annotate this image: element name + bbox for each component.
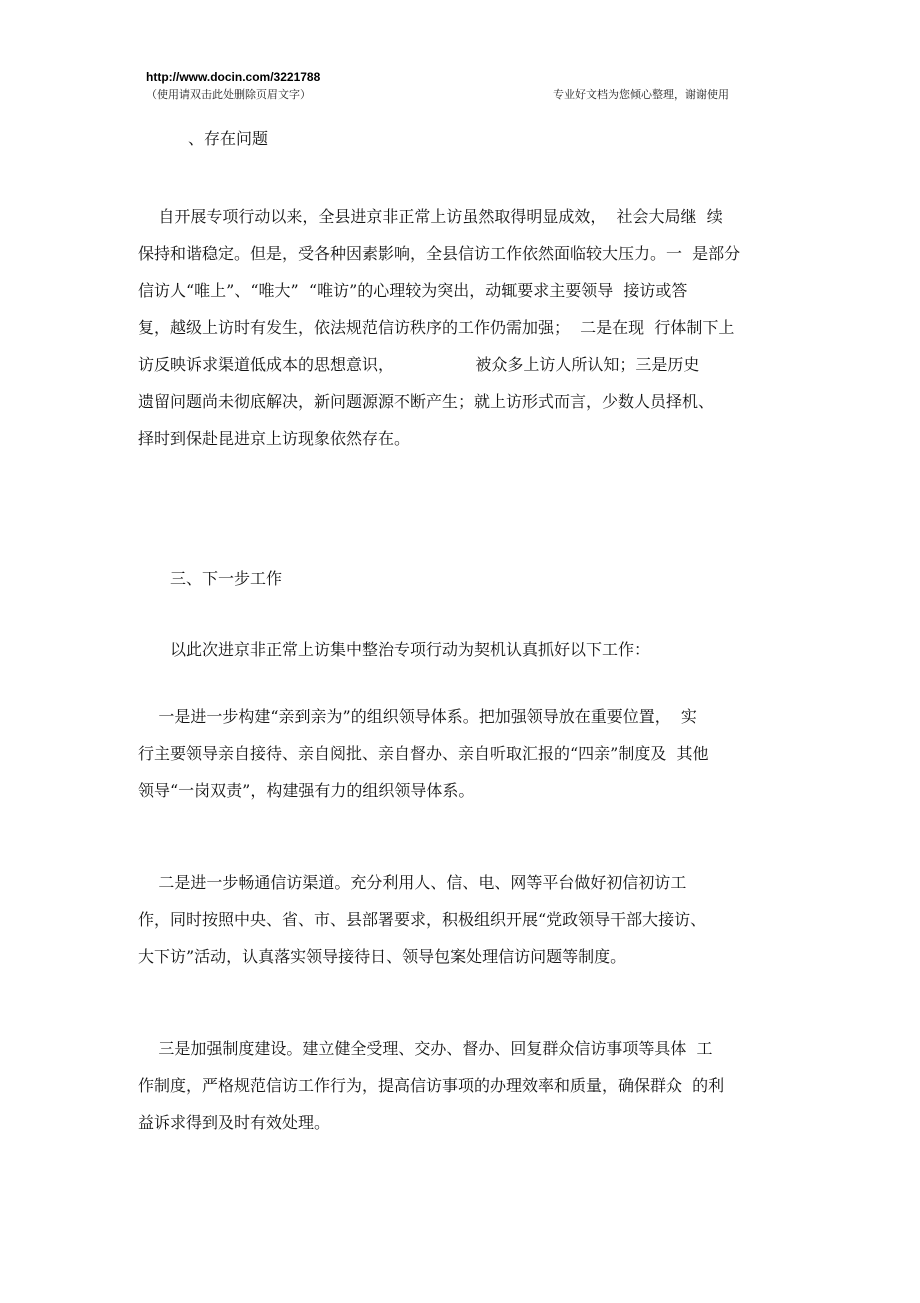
paragraph-line: 作，同时按照中央、省、市、县部署要求，积极组织开展“党政领导干部大接访、 <box>138 910 707 929</box>
paragraph-line: 二是进一步畅通信访渠道。充分利用人、信、电、网等平台做好初信初访工 <box>138 873 687 892</box>
paragraph-line: 信访人“唯上”、“唯大” “唯访”的心理较为突出，动辄要求主要领导 接访或答 <box>138 281 688 300</box>
paragraph-line: 作制度，严格规范信访工作行为，提高信访事项的办理效率和质量，确保群众 的利 <box>138 1076 725 1095</box>
section-title-problems: 、存在问题 <box>188 129 269 148</box>
paragraph-line: 大下访”活动，认真落实领导接待日、领导包案处理信访问题等制度。 <box>138 947 627 966</box>
paragraph-line: 益诉求得到及时有效处理。 <box>138 1113 331 1132</box>
paragraph-item-3 <box>138 1030 788 1141</box>
header-url: http://www.docin.com/3221788 <box>146 70 321 84</box>
paragraph-line: 复，越级上访时有发生，依法规范信访秩序的工作仍需加强； 二是在现 行体制下上 <box>138 318 735 337</box>
paragraph-line: 领导“一岗双责”，构建强有力的组织领导体系。 <box>138 781 475 800</box>
paragraph-line: 行主要领导亲自接待、亲自阅批、亲自督办、亲自听取汇报的“四亲”制度及 其他 <box>138 744 709 763</box>
paragraph-line: 访反映诉求渠道低成本的思想意识， 被众多上访人所认知；三是历史 <box>138 355 700 374</box>
paragraph-line: 择时到保赴昆进京上访现象依然存在。 <box>138 429 411 448</box>
next-steps-intro: 以此次进京非正常上访集中整治专项行动为契机认真抓好以下工作： <box>170 640 651 659</box>
header-thanks-note: 专业好文档为您倾心整理，谢谢使用 <box>553 88 729 101</box>
paragraph-item-1 <box>138 698 788 809</box>
paragraph-line: 一是进一步构建“亲到亲为”的组织领导体系。把加强领导放在重要位置， 实 <box>138 707 697 726</box>
header-delete-note: （使用请双击此处删除页眉文字） <box>146 88 311 101</box>
paragraph-line: 保持和谐稳定。但是，受各种因素影响，全县信访工作依然面临较大压力。一 是部分 <box>138 244 741 263</box>
paragraph-item-2 <box>138 864 788 975</box>
paragraph-problems <box>138 198 788 457</box>
section-title-next-steps: 三、下一步工作 <box>170 569 283 588</box>
paragraph-line: 三是加强制度建设。建立健全受理、交办、督办、回复群众信访事项等具体 工 <box>138 1039 713 1058</box>
paragraph-line: 自开展专项行动以来，全县进京非正常上访虽然取得明显成效， 社会大局继 续 <box>138 207 723 226</box>
paragraph-line: 遗留问题尚未彻底解决，新问题源源不断产生；就上访形式而言，少数人员择机、 <box>138 392 715 411</box>
